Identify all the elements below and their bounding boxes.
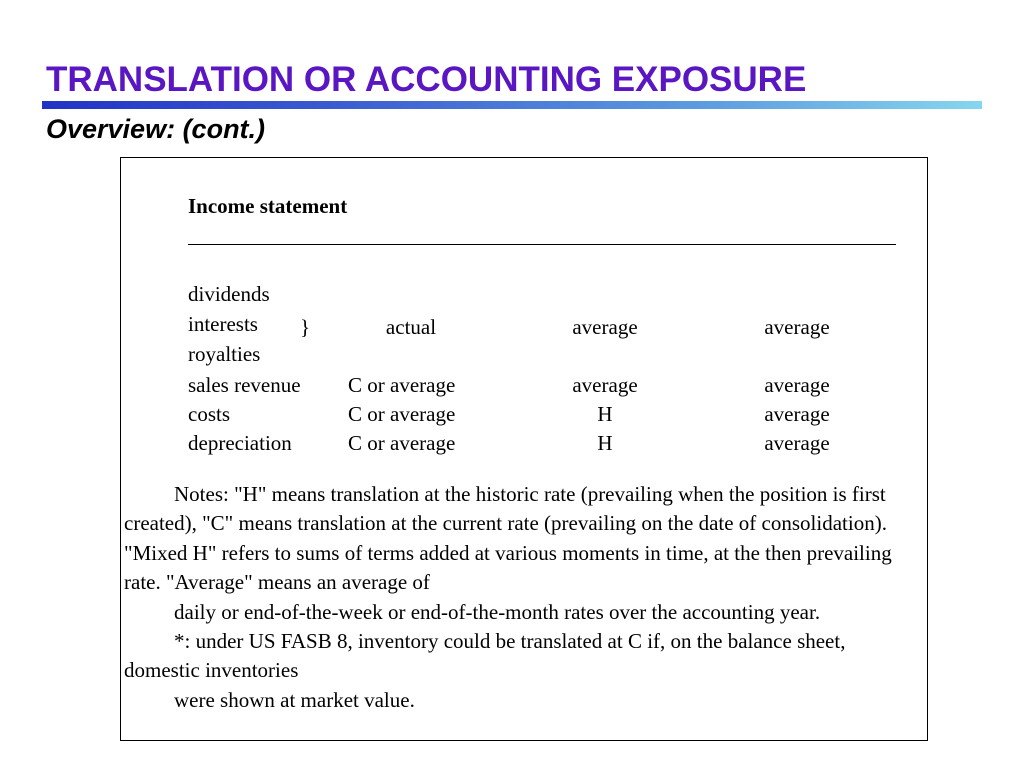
row-label-sales-revenue: sales revenue [188,373,301,397]
sales-revenue-col3: average [764,373,830,397]
slide-title: TRANSLATION OR ACCOUNTING EXPOSURE [46,60,807,99]
notes-paragraph-average: daily or end-of-the-week or end-of-the-month rates over the accounting year. [174,599,821,624]
statement-heading: Income statement [188,194,348,218]
grouped-cell-col2: average [572,315,638,339]
costs-col2: H [597,402,613,426]
sales-revenue-col2: average [572,373,638,397]
notes-paragraph-definitions: Notes: "H" means translation at the historic rate (prevailing when the position is first created), "C" means translation at the current rate (prevailing on the date of consolidation). "Mixed H" refers to sums of terms added at various moments in time, at the then prevailing rate. "Average" means an average of [124,482,892,595]
notes-paragraph-market-value: were shown at market value. [174,687,415,712]
grouped-cell-col1: actual [385,315,437,339]
sales-revenue-col1: C or average [348,373,456,397]
costs-col3: average [764,402,830,426]
depreciation-col2: H [597,431,613,455]
notes-block [124,480,924,715]
grouped-cell-col3: average [764,315,830,339]
slide-subtitle: Overview: (cont.) [46,114,266,144]
notes-paragraph-fasb8: *: under US FASB 8, inventory could be translated at C if, on the balance sheet, domestic inventories [124,629,846,683]
income-statement-box [120,157,928,741]
group-brace: } [300,315,311,339]
depreciation-col3: average [764,431,830,455]
title-underline-bar [42,101,982,109]
row-label-depreciation: depreciation [188,431,292,455]
depreciation-col1: C or average [348,431,456,455]
row-label-royalties: royalties [188,342,261,366]
statement-rule [188,244,896,245]
row-label-costs: costs [188,402,230,426]
costs-col1: C or average [348,402,456,426]
row-label-dividends: dividends [188,282,270,306]
row-label-interests: interests [188,312,258,336]
